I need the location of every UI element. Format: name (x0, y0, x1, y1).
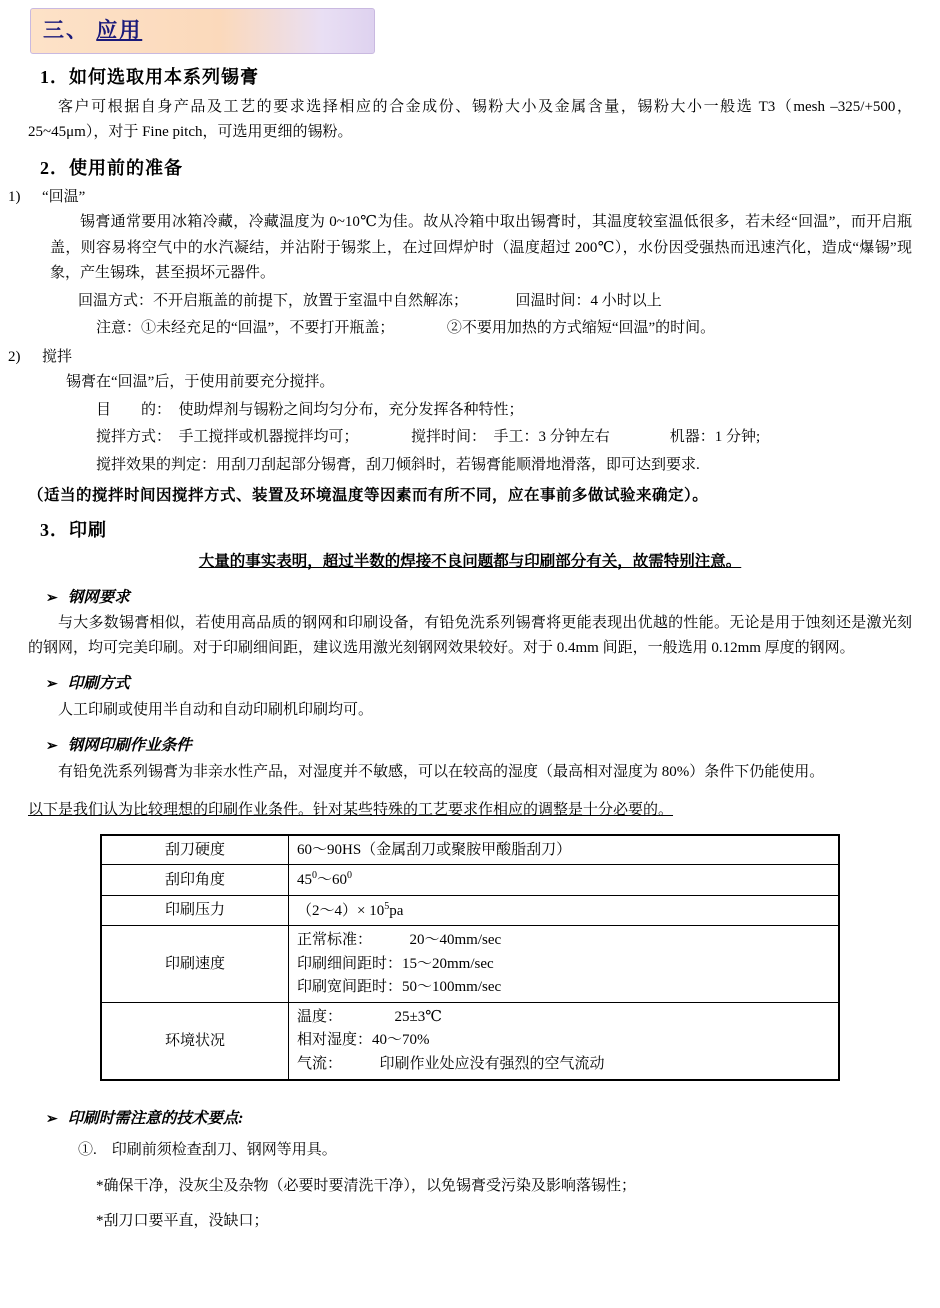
arrow-item-print-conditions-label: 钢网印刷作业条件 (67, 737, 192, 755)
arrow-icon: ➢ (46, 677, 58, 693)
arrow-item-stencil-body: 与大多数锡膏相似，若使用高品质的钢网和印刷设备，有铅免洗系列锡膏将更能表现出优越的性能。无论是用于蚀刻还是激光刻的钢网，均可完美印刷。对于印刷细间距，建议选用激光刻钢网效果较好。对于 0.4mm 间距，一般选用 0.12mm 厚度的钢网。 (28, 614, 912, 656)
cell-line: 气流： 印刷作业处应没有强烈的空气流动 (297, 1055, 605, 1072)
tips-item-1: ①. 印刷前须检查刮刀、钢网等用具。 (78, 1142, 337, 1158)
table-row-value: $45^0\sim 60^0$ (289, 865, 840, 896)
stir-bold-note: （适当的搅拌时间因搅拌方式、装置及环境温度等因素而有所不同，应在事前多做试验来确定）。 (28, 487, 709, 504)
section-banner (30, 8, 375, 54)
reheat-method-line (78, 289, 940, 315)
arrow-item-print-method-body: 人工印刷或使用半自动和自动印刷机印刷均可。 (58, 701, 374, 718)
heading-3: 3．印刷 (40, 520, 107, 541)
arrow-item-stencil-label: 钢网要求 (67, 588, 130, 606)
table-row-label: 印刷速度 (101, 926, 289, 1003)
table-row-value (289, 835, 840, 865)
stir-purpose: 目 的： 使助焊剂与锡粉之间均匀分布，充分发挥各种特性； (96, 401, 524, 418)
printing-parameters-table (100, 834, 840, 1081)
arrow-item-print-conditions-body: 有铅免洗系列锡膏为非亲水性产品，对湿度并不敏感，可以在较高的湿度（最高相对湿度为 80%）条件下仍能使用。 (58, 763, 825, 780)
reheat-method: 回温方式：不开启瓶盖的前提下，放置于室温中自然解冻； (78, 292, 469, 309)
paragraph-1: 客户可根据自身产品及工艺的要求选择相应的合金成份、锡粉大小及金属含量，锡粉大小一般选 T3（mesh –325/+500，25~45μm），对于 Fine pitch，可选用更细的锡粉。 (28, 99, 912, 140)
list-item-2-body: 锡膏在“回温”后，于使用前要充分搅拌。 (66, 374, 335, 390)
list-item-1 (0, 186, 940, 209)
arrow-item-tips (46, 1107, 940, 1130)
list-item-2-number: 2) (8, 348, 21, 365)
cell-line: 正常标准： 20～40mm/sec (297, 932, 502, 949)
table-row-label: 刮印角度 (101, 865, 289, 896)
cell-line: 温度： 25±3℃ (297, 1009, 443, 1025)
arrow-item-tips-label: 印刷时需注意的技术要点: (67, 1109, 244, 1127)
table-row (101, 895, 839, 926)
list-item-1-body: 锡膏通常要用冰箱冷藏，冷藏温度为 0~10℃为佳。故从冷箱中取出锡膏时，其温度较室温低很多，若未经“回温”，而开启瓶盖，则容易将空气中的水汽凝结，并沾附于锡浆上，在过回焊炉时（温度超过 200℃），水份因受强热而迅速汽化，造成“爆锡”现象，产生锡珠，甚至损坏元器件。 (50, 214, 912, 281)
table-row-label: 印刷压力 (101, 895, 289, 926)
table-row-value (289, 926, 840, 1003)
cell-line: 印刷细间距时：15～20mm/sec (297, 955, 494, 972)
list-item-1-number: 1) (8, 188, 21, 205)
arrow-icon: ➢ (46, 1111, 58, 1127)
table-row-value: （2～4）× $10^5pa$ (289, 895, 840, 926)
table-row (101, 1003, 839, 1080)
banner-title (43, 15, 142, 47)
arrow-item-print-method-label: 印刷方式 (67, 675, 130, 693)
tips-note-2: *刮刀口要平直，没缺口； (96, 1213, 269, 1229)
stir-judge: 搅拌效果的判定：用刮刀刮起部分锡膏，刮刀倾斜时，若锡膏能顺滑地滑落，即可达到要求. (96, 456, 700, 473)
list-item-1-title: “回温” (42, 188, 86, 205)
reheat-time: 回温时间：4 小时以上 (515, 292, 662, 309)
table-row-label: 环境状况 (101, 1003, 289, 1080)
banner-prefix: 三、 (43, 18, 89, 43)
cell-line: 印刷宽间距时：50～100mm/sec (297, 978, 502, 995)
arrow-icon: ➢ (46, 739, 58, 755)
heading-2: 2．使用前的准备 (40, 157, 183, 178)
stir-method: 搅拌方式： 手工搅拌或机器搅拌均可； 搅拌时间： 手工：3 分钟左右 机器：1 分钟; (96, 429, 761, 445)
table-row (101, 926, 839, 1003)
ideal-conditions-note: 以下是我们认为比较理想的印刷作业条件。针对某些特殊的工艺要求作相应的调整是十分必要的。 (28, 802, 674, 819)
tips-note-1: *确保干净，没灰尘及杂物（必要时要清洗干净），以免锡膏受污染及影响落锡性； (96, 1177, 637, 1194)
printing-emphasis: 大量的事实表明，超过半数的焊接不良问题都与印刷部分有关，故需特别注意。 (198, 553, 742, 571)
table-row (101, 865, 839, 896)
arrow-icon: ➢ (46, 590, 58, 606)
table-row (101, 835, 839, 865)
cell-line: 相对湿度：40～70% (297, 1032, 430, 1049)
reheat-notes: 注意：①未经充足的“回温”，不要打开瓶盖； ②不要用加热的方式缩短“回温”的时间。 (96, 320, 716, 336)
table-row-value (289, 1003, 840, 1080)
table-row-label: 刮刀硬度 (101, 835, 289, 865)
arrow-item-print-conditions (46, 734, 940, 757)
list-item-2-title: 搅拌 (42, 348, 73, 365)
heading-1: 1．如何选取用本系列锡膏 (40, 67, 259, 87)
cell-text: 60～90HS（金属刮刀或聚胺甲酸脂刮刀） (297, 841, 572, 858)
document-page (0, 8, 940, 1308)
arrow-item-stencil (46, 586, 940, 609)
banner-title-text: 应用 (96, 18, 143, 43)
list-item-2 (0, 346, 940, 369)
arrow-item-print-method (46, 672, 940, 695)
